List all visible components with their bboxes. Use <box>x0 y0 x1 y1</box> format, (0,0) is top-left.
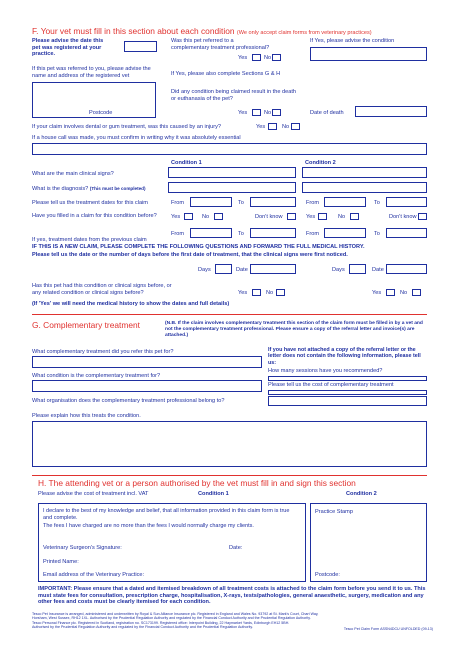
q-diagnosis: What is the diagnosis? (This must be completed) <box>32 186 146 192</box>
practice-stamp-label: Practice Stamp <box>315 509 353 515</box>
complementary-condition-field[interactable] <box>32 380 262 392</box>
form-reference: Tesco Pet Claim Form ASSN4DCU UNFOLDED (09-13) <box>343 627 433 631</box>
yes-label: Yes <box>238 290 248 296</box>
dental-no-checkbox[interactable] <box>291 123 300 130</box>
claimed-before-c2-dont-know-checkbox[interactable] <box>418 213 427 220</box>
yes-label: Yes <box>372 290 382 296</box>
treatment-from-c2-field[interactable] <box>324 197 366 207</box>
q-complementary-treatment: What complementary treatment did you refer this pet for? <box>32 349 174 355</box>
explain-field[interactable] <box>32 421 427 467</box>
clinical-signs-c2-field[interactable] <box>302 167 427 178</box>
dont-know-label: Don't know <box>389 214 417 220</box>
prev-from-c1-field[interactable] <box>190 228 232 238</box>
to-label: To <box>238 200 244 206</box>
q-dental: If your claim involves dental or gum treatment, was this caused by an injury? <box>32 124 222 130</box>
cost-spacer <box>38 499 132 501</box>
q-referred-complementary: Was this pet referred to a complementary treatment professional? <box>171 38 270 51</box>
q-death: Did any condition being claimed result in the death or euthanasia of the pet? <box>171 89 297 102</box>
house-call-field[interactable] <box>32 143 427 155</box>
yes-label: Yes <box>238 110 248 116</box>
dental-yes-checkbox[interactable] <box>268 123 277 130</box>
to-label: To <box>374 231 380 237</box>
q-cost-vat: Please advise the cost of treatment incl. VAT <box>38 491 149 497</box>
claimed-before-c2-no-checkbox[interactable] <box>350 213 359 220</box>
q-previous-dates: If yes, treatment dates from the previous claim <box>32 237 147 243</box>
q-complementary-condition: What condition is the complementary treatment for? <box>32 373 161 379</box>
q-no-referral-letter: If you have not attached a copy of the referral letter or the letter does not contain the following information, please tell us: <box>268 347 421 366</box>
date-of-death-field[interactable] <box>355 106 427 117</box>
from-label: From <box>306 231 320 237</box>
section-h-heading: H. The attending vet or a person authorised by the vet must fill in and sign this section <box>38 478 356 488</box>
footer-line-1: Tesco Pet Insurance is arranged, administered and underwritten by Royal & Sun Alliance Insurance plc. Registered in England and Wales No. 93792 at St. Mark's Court, Chart Way, <box>32 612 319 616</box>
q-house-call: If a house call was made, you must confirm in writing why it was absolutely essential <box>32 135 241 141</box>
no-label: No <box>338 214 346 220</box>
q-complementary-cost: Please tell us the cost of complementary treatment <box>268 382 394 388</box>
q-organisation: What organisation does the complementary treatment professional belong to? <box>32 398 225 404</box>
related-c2-no-checkbox[interactable] <box>412 289 421 296</box>
yes-label: Yes <box>306 214 316 220</box>
complementary-cost-field[interactable] <box>268 390 427 395</box>
date-c2-field[interactable] <box>386 264 427 274</box>
date-label: Date <box>372 267 384 273</box>
date-registered-field[interactable] <box>124 41 157 52</box>
new-claim-heading: IF THIS IS A NEW CLAIM, PLEASE COMPLETE THE FOLLOWING QUESTIONS AND FORWARD THE FULL MEDICAL HISTORY. <box>32 244 365 250</box>
date-label: Date <box>236 267 248 273</box>
date-c1-field[interactable] <box>250 264 296 274</box>
claimed-before-c1-no-checkbox[interactable] <box>214 213 223 220</box>
treatment-from-c1-field[interactable] <box>190 197 232 207</box>
q-explain: Please explain how this treats the condition. <box>32 413 141 419</box>
condition-1-header: Condition 1 <box>171 160 202 166</box>
from-label: From <box>306 200 320 206</box>
no-label: No <box>266 290 274 296</box>
yes-label: Yes <box>171 214 181 220</box>
referred-condition-field[interactable] <box>310 47 427 61</box>
section-g-note: (N.B. If the claim involves complementary treatment this section of the claim form must be filled in by a vet and not the complementary treatment professional. Please ensure a copy of the referral letter and invoice(s) are attached.) <box>165 321 423 338</box>
sessions-field[interactable] <box>268 376 427 381</box>
no-label: No <box>264 55 272 61</box>
no-label: No <box>400 290 408 296</box>
q-referring-vet: If this pet was referred to you, please advise the name and address of the registered vet <box>32 66 151 79</box>
to-label: To <box>374 200 380 206</box>
to-label: To <box>238 231 244 237</box>
declaration-text-2: The fees I have charged are no more than the fees I would normally charge my clients. <box>43 523 254 529</box>
footer-line-3: Tesco Personal Finance plc. Registered in Scotland, registration no. SC173199. Registered office: Interpoint Building, 22 Haymarket Yards, Edinburgh EH12 5BH. <box>32 620 290 625</box>
days-label: Days <box>198 267 211 273</box>
date-of-death-label: Date of death <box>310 110 344 116</box>
related-c1-yes-checkbox[interactable] <box>252 289 261 296</box>
no-label: No <box>282 124 290 130</box>
prev-from-c2-field[interactable] <box>324 228 366 238</box>
q-related-condition: Has this pet had this condition or clinical signs before, or any related condition or clinical signs before? <box>32 283 172 296</box>
divider-f-g <box>32 314 427 315</box>
claimed-before-c2-yes-checkbox[interactable] <box>318 213 327 220</box>
from-label: From <box>171 200 185 206</box>
referred-no-checkbox[interactable] <box>272 54 281 61</box>
email-label: Email address of the Veterinary Practice: <box>43 572 145 578</box>
footer-line-2: Horsham, West Sussex, RH12 1XL. Authorised by the Prudential Regulation Authority and regulated by the Financial Conduct Authority and the Prudential Regulation Authority. <box>32 616 311 621</box>
footer-legal <box>32 612 332 630</box>
related-c1-no-checkbox[interactable] <box>276 289 285 296</box>
no-label: No <box>264 110 272 116</box>
prev-to-c1-field[interactable] <box>250 228 296 238</box>
complementary-treatment-field[interactable] <box>32 356 262 368</box>
organisation-field[interactable] <box>268 396 427 406</box>
postcode-label: Postcode: <box>315 572 340 578</box>
related-note: (If 'Yes' we will need the medical history to show the dates and full details) <box>32 301 230 307</box>
divider-g-h <box>32 475 427 476</box>
practice-stamp-box[interactable] <box>310 503 427 582</box>
clinical-signs-c1-field[interactable] <box>168 167 296 178</box>
condition-2-header: Condition 2 <box>305 160 336 166</box>
treatment-to-c1-field[interactable] <box>250 197 296 207</box>
postcode-label: Postcode <box>89 110 113 116</box>
h-condition-2-header: Condition 2 <box>346 491 377 497</box>
q-claimed-before: Have you filled in a claim for this condition before? <box>32 213 157 219</box>
referred-yes-checkbox[interactable] <box>252 54 261 61</box>
important-note: IMPORTANT: Please ensure that a dated and itemised breakdown of all treatment costs is attached to the claim form before you send it to us. This must state fees for consultation, prescription charge, hospitalisation, X-rays, tests/pathologies, general anaesthetic, surgery, medication and any other fees and costs must be clearly itemised for each condition. <box>38 586 426 606</box>
section-g-heading: G. Complementary treatment <box>32 320 140 330</box>
death-no-checkbox[interactable] <box>272 109 281 116</box>
from-label: From <box>171 231 185 237</box>
signature-label: Veterinary Surgeon's Signature: <box>43 545 122 551</box>
death-yes-checkbox[interactable] <box>252 109 261 116</box>
new-claim-instruction: Please tell us the date or the number of days before the first date of treatment, that the clinical signs were first noticed. <box>32 252 348 258</box>
days-label: Days <box>332 267 345 273</box>
dont-know-label: Don't know <box>255 214 283 220</box>
q-if-yes-condition: If Yes, please advise the condition <box>310 38 395 44</box>
printed-name-label: Printed Name: <box>43 559 79 565</box>
yes-label: Yes <box>238 55 248 61</box>
claimed-before-c1-yes-checkbox[interactable] <box>184 213 193 220</box>
q-date-registered: Please advise the date this pet was registered at your practice. <box>32 38 104 58</box>
diagnosis-note: (This must be completed) <box>89 186 146 191</box>
claimed-before-c1-dont-know-checkbox[interactable] <box>287 213 296 220</box>
diagnosis-c2-field[interactable] <box>302 182 427 193</box>
section-f-heading: F. Your vet must fill in this section about each condition (We only accept claim forms from veterinary practices) <box>32 26 372 36</box>
q-sessions: How many sessions have you recommended? <box>268 368 383 374</box>
q-complete-gh: If Yes, please also complete Sections G & H <box>171 71 281 77</box>
referring-vet-address-field[interactable] <box>32 82 156 118</box>
diagnosis-c1-field[interactable] <box>168 182 296 193</box>
declaration-text-1: I declare to the best of my knowledge and belief, that all information provided in this claim form is true and complete. <box>43 508 290 521</box>
treatment-to-c2-field[interactable] <box>386 197 427 207</box>
section-f-heading-note: (We only accept claim forms from veterinary practices) <box>236 30 372 36</box>
no-label: No <box>202 214 210 220</box>
yes-label: Yes <box>256 124 266 130</box>
q-treatment-dates: Please tell us the treatment dates for this claim <box>32 200 148 206</box>
days-c1-field[interactable] <box>215 264 232 274</box>
footer-line-4: Authorised by the Prudential Regulation Authority and regulated by the Financial Conduct Authority and the Prudential Regulation Authority. <box>32 625 253 630</box>
related-c2-yes-checkbox[interactable] <box>386 289 395 296</box>
q-clinical-signs: What are the main clinical signs? <box>32 171 114 177</box>
h-condition-1-header: Condition 1 <box>198 491 229 497</box>
days-c2-field[interactable] <box>349 264 366 274</box>
signature-date-label: Date: <box>229 545 243 551</box>
declaration-box <box>38 503 306 582</box>
prev-to-c2-field[interactable] <box>386 228 427 238</box>
